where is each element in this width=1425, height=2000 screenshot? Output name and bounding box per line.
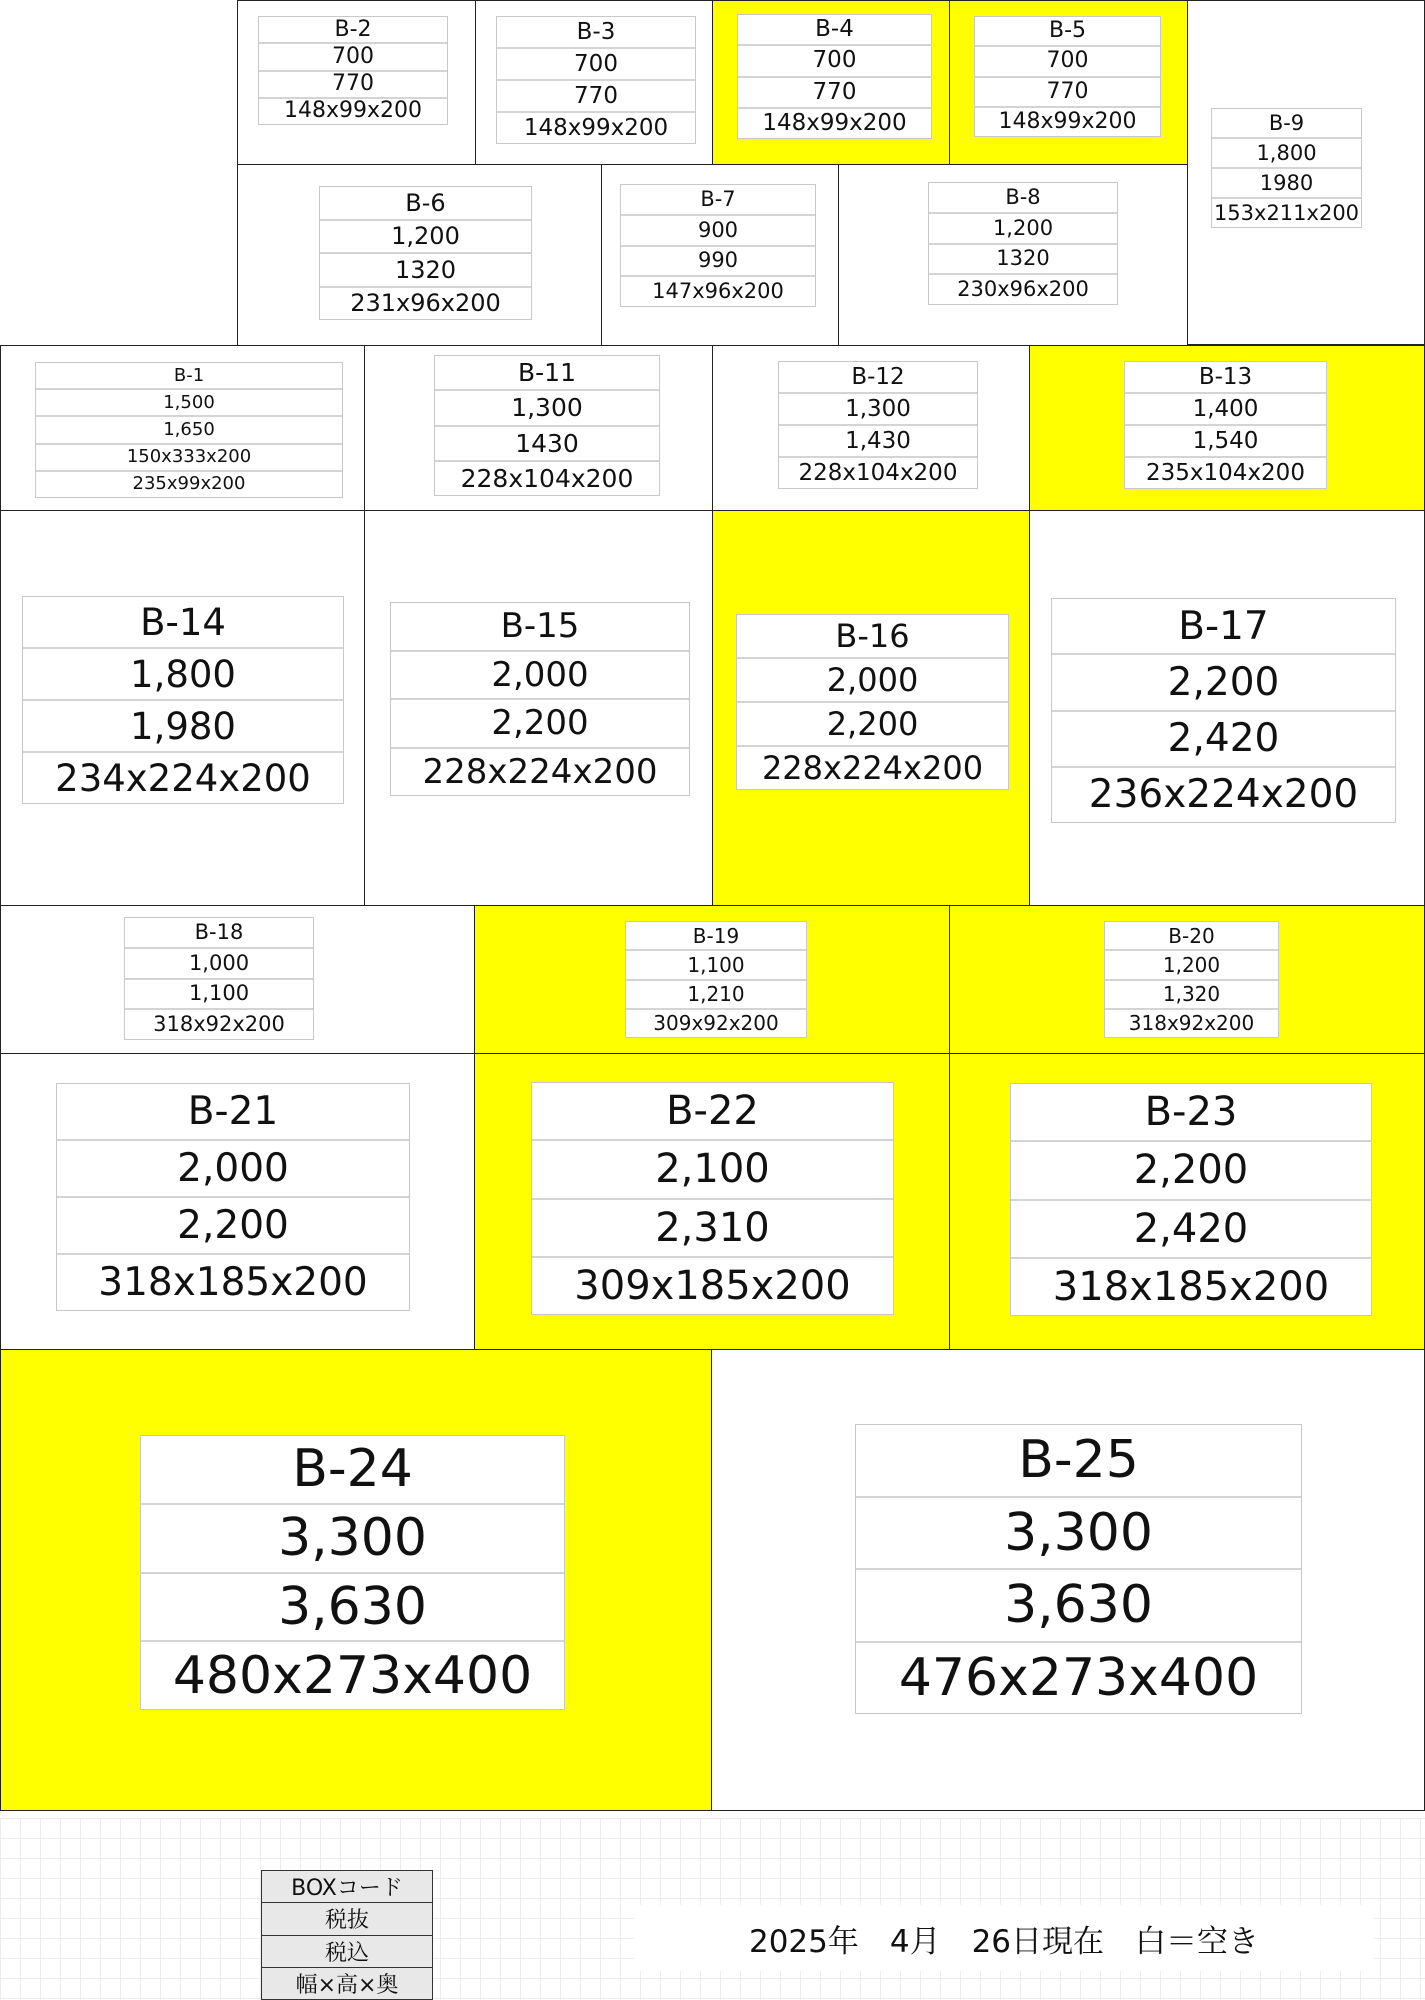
dimensions: 309x185x200: [532, 1256, 893, 1314]
price-ex-tax: 700: [497, 47, 695, 79]
box-label-b-16: [736, 614, 1009, 790]
dimensions: 318x185x200: [57, 1253, 409, 1310]
box-label-b-1: [35, 362, 343, 498]
price-inc-tax: 2,310: [532, 1198, 893, 1256]
box-label-b-20: [1104, 921, 1279, 1038]
dimensions: 480x273x400: [141, 1640, 564, 1709]
legend-dimensions: 幅×高×奥: [262, 1967, 432, 1999]
box-label-b-6: [319, 186, 532, 320]
price-inc-tax: 1,100: [125, 978, 313, 1009]
price-ex-tax: 1,400: [1125, 392, 1326, 424]
dimensions: 153x211x200: [1212, 197, 1361, 227]
box-code: B-19: [692, 923, 740, 948]
price-ex-tax: 1,100: [626, 949, 806, 978]
box-code: B-24: [292, 1439, 413, 1500]
dimensions: 228x104x200: [779, 456, 977, 488]
price-ex-tax: 2,000: [737, 657, 1008, 701]
price-ex-tax: 2,000: [391, 650, 689, 699]
dimensions: 318x185x200: [1011, 1257, 1371, 1315]
box-label-b-9: [1211, 108, 1362, 228]
box-code: B-4: [815, 16, 854, 43]
box-code: B-25: [1018, 1430, 1139, 1491]
box-code: B-1: [173, 364, 205, 386]
box-label-b-13: [1124, 361, 1327, 489]
dimensions: 231x96x200: [320, 286, 531, 320]
price-ex-tax: 1,300: [435, 389, 659, 424]
dimensions: 236x224x200: [1052, 766, 1395, 822]
box-code: B-12: [851, 363, 905, 390]
dimensions: 234x224x200: [23, 751, 343, 803]
price-inc-tax: 2,200: [737, 701, 1008, 745]
box-code: B-16: [835, 617, 910, 655]
price-inc-tax: 770: [497, 79, 695, 111]
box-code: B-9: [1268, 110, 1305, 135]
price-inc-tax: 1,210: [626, 979, 806, 1008]
price-inc-tax: 1320: [929, 243, 1117, 274]
price-inc-tax: 1,430: [779, 424, 977, 456]
box-label-b-25: [855, 1424, 1302, 1714]
dimensions: 147x96x200: [621, 275, 815, 306]
price-ex-tax: 3,300: [141, 1503, 564, 1572]
dimensions: 228x224x200: [737, 745, 1008, 789]
price-ex-tax: 1,800: [1212, 137, 1361, 167]
box-label-b-11: [434, 355, 660, 496]
box-label-b-12: [778, 361, 978, 489]
price-inc-tax: 1430: [435, 425, 659, 460]
box-code: B-8: [1005, 184, 1041, 209]
price-ex-tax: 700: [975, 45, 1160, 75]
price-inc-tax: 1980: [1212, 167, 1361, 197]
price-inc-tax: 2,420: [1011, 1199, 1371, 1257]
price-inc-tax: 2,200: [57, 1196, 409, 1253]
price-inc-tax: 1320: [320, 252, 531, 286]
price-inc-tax: 3,630: [856, 1568, 1301, 1641]
dimensions: 318x92x200: [1105, 1008, 1278, 1037]
box-code: B-18: [194, 919, 244, 944]
price-ex-tax: 2,100: [532, 1139, 893, 1197]
legend-price-ex-tax: 税抜: [262, 1902, 432, 1934]
dimensions: 148x99x200: [497, 111, 695, 143]
dimensions: 148x99x200: [259, 97, 447, 124]
price-ex-tax: 700: [738, 44, 931, 75]
status-note: 2025年 4月 26日現在 白＝空き: [634, 1905, 1374, 1971]
price-ex-tax: 1,200: [929, 212, 1117, 243]
box-code: B-6: [405, 188, 446, 217]
box-label-b-15: [390, 602, 690, 796]
legend-price-inc-tax: 税込: [262, 1935, 432, 1967]
box-code: B-2: [334, 16, 372, 42]
price-inc-tax: 2,200: [391, 698, 689, 747]
dimensions: 230x96x200: [929, 273, 1117, 304]
box-code: B-20: [1168, 923, 1215, 948]
box-code: B-23: [1144, 1089, 1238, 1136]
box-label-b-4: [737, 14, 932, 139]
dimensions: 309x92x200: [626, 1008, 806, 1037]
box-label-b-3: [496, 16, 696, 144]
box-label-b-2: [258, 16, 448, 125]
price-ex-tax: 1,200: [1105, 949, 1278, 978]
price-inc-tax: 770: [975, 76, 1160, 106]
box-code: B-3: [576, 18, 616, 45]
price-inc-tax: 2,420: [1052, 710, 1395, 766]
price-ex-tax: 700: [259, 42, 447, 69]
price-ex-tax: 2,200: [1052, 653, 1395, 709]
legend-code: BOXコード: [291, 1876, 403, 1902]
box-code: B-13: [1198, 363, 1253, 390]
box-label-b-22: [531, 1082, 894, 1315]
price-ex-tax: 900: [621, 214, 815, 245]
box-label-b-7: [620, 184, 816, 307]
price-inc-tax: 1,650: [36, 415, 342, 442]
price-inc-tax: 3,630: [141, 1572, 564, 1641]
price-ex-tax: 3,300: [856, 1496, 1301, 1569]
box-label-b-5: [974, 16, 1161, 137]
price-inc-tax: 1,320: [1105, 979, 1278, 1008]
box-label-b-23: [1010, 1083, 1372, 1316]
dimensions: 235x99x200: [36, 470, 342, 497]
dimensions: 476x273x400: [856, 1641, 1301, 1714]
box-code: B-14: [140, 600, 226, 644]
box-code: B-22: [666, 1088, 759, 1135]
dimensions: 148x99x200: [738, 107, 931, 138]
price-inc-tax: 1,540: [1125, 424, 1326, 456]
box-label-b-18: [124, 917, 314, 1040]
price-ex-tax: 1,000: [125, 947, 313, 978]
price-inc-tax: 770: [259, 70, 447, 97]
box-label-b-21: [56, 1083, 410, 1311]
price-ex-tax: 1,800: [23, 647, 343, 699]
box-label-b-8: [928, 182, 1118, 305]
box-label-b-19: [625, 921, 807, 1038]
box-code: B-7: [700, 186, 736, 211]
price-ex-tax: 1,500: [36, 388, 342, 415]
dimensions: 228x224x200: [391, 747, 689, 796]
box-label-b-17: [1051, 598, 1396, 823]
price-ex-tax: 1,200: [320, 219, 531, 253]
dimensions: 150x333x200: [36, 443, 342, 470]
price-ex-tax: 2,000: [57, 1139, 409, 1196]
box-label-b-14: [22, 596, 344, 804]
price-inc-tax: 770: [738, 76, 931, 107]
box-code: B-21: [187, 1089, 279, 1134]
price-ex-tax: 2,200: [1011, 1140, 1371, 1198]
price-inc-tax: 990: [621, 245, 815, 276]
dimensions: 318x92x200: [125, 1008, 313, 1039]
box-code: B-5: [1048, 18, 1087, 44]
box-code: B-17: [1178, 603, 1269, 649]
price-inc-tax: 1,980: [23, 699, 343, 751]
box-code: B-15: [500, 606, 580, 647]
dimensions: 235x104x200: [1125, 456, 1326, 488]
dimensions: 148x99x200: [975, 106, 1160, 136]
legend-table: [261, 1870, 433, 2000]
price-ex-tax: 1,300: [779, 392, 977, 424]
dimensions: 228x104x200: [435, 460, 659, 495]
box-code: B-11: [518, 358, 576, 388]
box-label-b-24: [140, 1435, 565, 1710]
